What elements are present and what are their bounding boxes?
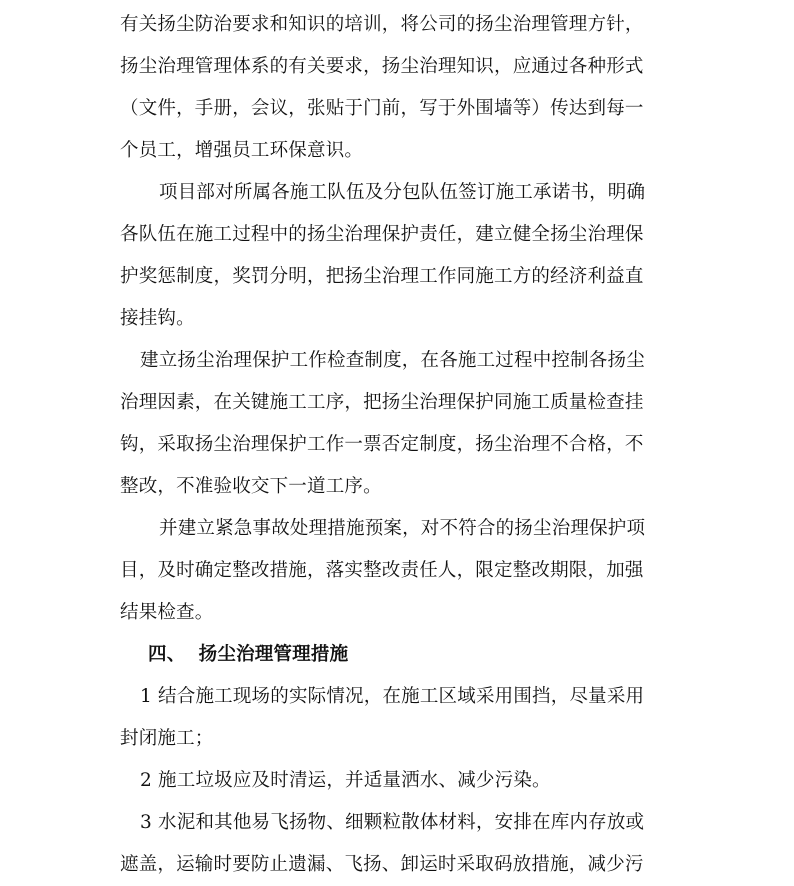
paragraph-3-line-2: 治理因素，在关键施工工序，把扬尘治理保护同施工质量检查挂 [120,392,644,413]
paragraph-2-line-2: 各队伍在施工过程中的扬尘治理保护责任，建立健全扬尘治理保 [120,224,644,245]
paragraph-3-line-1: 建立扬尘治理保护工作检查制度，在各施工过程中控制各扬尘 [140,350,645,371]
paragraph-4-line-1: 并建立紧急事故处理措施预案，对不符合的扬尘治理保护项 [159,518,646,539]
paragraph-3-line-3: 钩，采取扬尘治理保护工作一票否定制度，扬尘治理不合格，不 [120,434,644,455]
paragraph-1-line-3: （文件，手册，会议，张贴于门前，写于外围墙等）传达到每一 [120,98,644,119]
paragraph-2-line-3: 护奖惩制度，奖罚分明，把扬尘治理工作同施工方的经济利益直 [120,266,644,287]
paragraph-2-line-4: 接挂钩。 [120,308,195,329]
paragraph-1-line-4: 个员工，增强员工环保意识。 [120,140,364,161]
paragraph-1-line-2: 扬尘治理管理体系的有关要求，扬尘治理知识，应通过各种形式 [120,56,644,77]
measure-1-line-1: 1 结合施工现场的实际情况，在施工区域采用围挡，尽量采用 [140,686,645,707]
paragraph-4-line-3: 结果检查。 [120,602,214,623]
paragraph-1-line-1: 有关扬尘防治要求和知识的培训，将公司的扬尘治理管理方针， [120,14,644,35]
paragraph-3-line-4: 整改，不准验收交下一道工序。 [120,476,382,497]
measure-3-line-2: 遮盖，运输时要防止遗漏、飞扬、卸运时采取码放措施，减少污 [120,854,644,875]
paragraph-2-line-1: 项目部对所属各施工队伍及分包队伍签订施工承诺书，明确 [159,182,646,203]
paragraph-4-line-2: 目，及时确定整改措施，落实整改责任人，限定整改期限，加强 [120,560,644,581]
section-heading: 四、 扬尘治理管理措施 [148,644,349,665]
measure-2-line-1: 2 施工垃圾应及时清运，并适量洒水、减少污染。 [140,770,551,791]
measure-3-line-1: 3 水泥和其他易飞扬物、细颗粒散体材料，安排在库内存放或 [140,812,645,833]
measure-1-line-2: 封闭施工； [120,728,214,749]
